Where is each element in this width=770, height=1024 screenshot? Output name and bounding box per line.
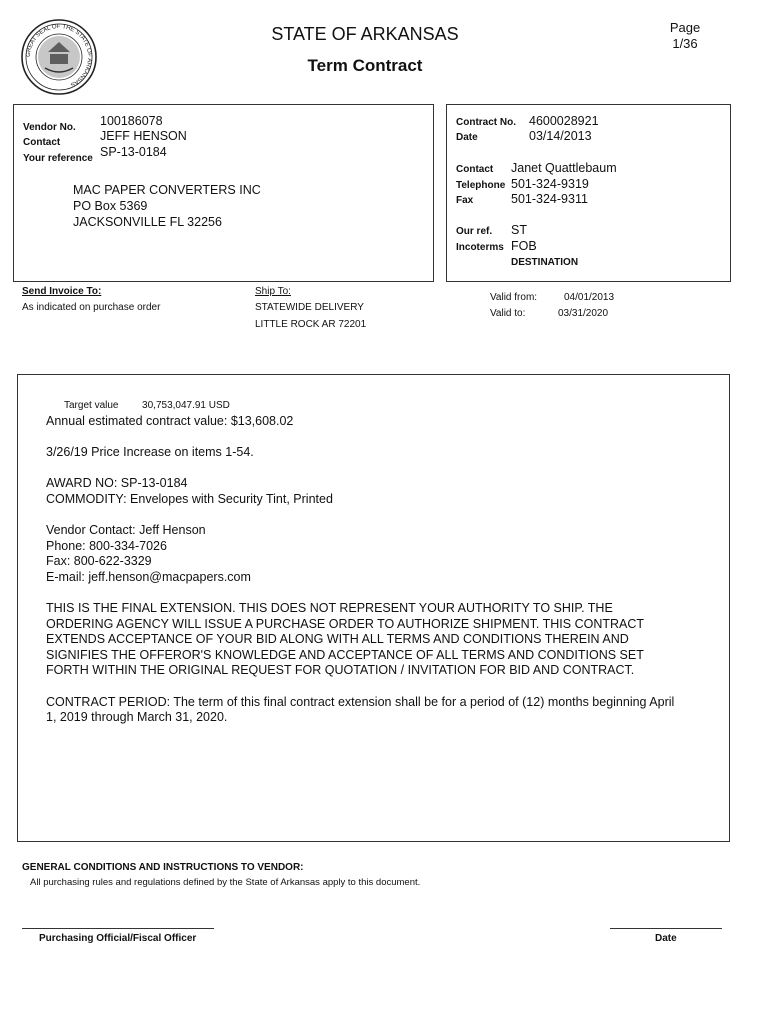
document-title: STATE OF ARKANSAS	[271, 24, 459, 44]
signature-line	[22, 928, 214, 929]
our-ref: ST	[511, 223, 527, 237]
vendor-address2: JACKSONVILLE FL 32256	[73, 215, 222, 229]
incoterms: FOB	[511, 239, 537, 253]
contract-box	[446, 104, 731, 282]
incoterms-label: Incoterms	[456, 242, 504, 253]
vendor-box	[13, 104, 434, 282]
final-extension-line: ORDERING AGENCY WILL ISSUE A PURCHASE ORDER TO AUTHORIZE SHIPMENT. THIS CONTRACT	[46, 617, 645, 631]
contract-period-line: CONTRACT PERIOD: The term of this final contract extension shall be for a period of (12) months beginning April	[46, 695, 675, 709]
footer-date-label: Date	[655, 933, 677, 944]
vendor-phone: Phone: 800-334-7026	[46, 539, 167, 553]
valid-to-label: Valid to:	[490, 308, 526, 319]
contract-no: 4600028921	[529, 114, 599, 128]
state-contact: Janet Quattlebaum	[511, 161, 617, 175]
our-ref-label: Our ref.	[456, 226, 493, 237]
conditions-heading: GENERAL CONDITIONS AND INSTRUCTIONS TO VENDOR:	[22, 862, 304, 873]
final-extension-line: SIGNIFIES THE OFFEROR'S KNOWLEDGE AND ACCEPTANCE OF ALL TERMS AND CONDITIONS SET	[46, 648, 644, 662]
ship-to-line2: LITTLE ROCK AR 72201	[255, 319, 367, 330]
contract-no-label: Contract No.	[456, 117, 516, 128]
ship-to-label: Ship To:	[255, 286, 291, 297]
vendor-contact: JEFF HENSON	[100, 129, 187, 143]
final-extension-line: EXTENDS ACCEPTANCE OF YOUR BID ALONG WITH ALL TERMS AND CONDITIONS THEREIN AND	[46, 632, 629, 646]
incoterms-detail: DESTINATION	[511, 257, 579, 268]
contract-body-box	[17, 374, 730, 842]
page-label: Page	[669, 20, 701, 35]
date-signature-line	[610, 928, 722, 929]
document-subtitle: Term Contract	[307, 56, 423, 75]
target-value: 30,753,047.91 USD	[142, 400, 230, 411]
send-invoice-label: Send Invoice To:	[22, 286, 102, 297]
ship-to-line1: STATEWIDE DELIVERY	[255, 302, 364, 313]
official-label: Purchasing Official/Fiscal Officer	[39, 933, 197, 944]
valid-from-label: Valid from:	[490, 292, 538, 303]
vendor-email: E-mail: jeff.henson@macpapers.com	[46, 570, 251, 584]
commodity: COMMODITY: Envelopes with Security Tint, Printed	[46, 492, 333, 506]
vendor-contact-line: Vendor Contact: Jeff Henson	[46, 523, 206, 537]
valid-from: 04/01/2013	[564, 292, 615, 303]
fax-label: Fax	[456, 195, 474, 206]
reference: SP-13-0184	[100, 145, 167, 159]
valid-to: 03/31/2020	[558, 308, 609, 319]
telephone: 501-324-9319	[511, 177, 589, 191]
page-indicator	[660, 20, 710, 52]
fax: 501-324-9311	[511, 192, 588, 206]
conditions-text: All purchasing rules and regulations defined by the State of Arkansas apply to this document.	[30, 877, 421, 888]
vendor-no: 100186078	[100, 114, 163, 128]
send-invoice-value: As indicated on purchase order	[22, 302, 161, 313]
final-extension-line: FORTH WITHIN THE ORIGINAL REQUEST FOR QUOTATION / INVITATION FOR BID AND CONTRACT.	[46, 663, 635, 677]
page-number: 1/36	[672, 36, 698, 51]
vendor-address1: PO Box 5369	[73, 199, 148, 213]
vendor-no-label: Vendor No.	[23, 122, 76, 133]
vendor-fax: Fax: 800-622-3329	[46, 554, 152, 568]
contract-date: 03/14/2013	[529, 129, 592, 143]
vendor-contact-label: Contact	[23, 137, 61, 148]
seal-text: GREAT SEAL OF THE STATE OF ARKANSAS	[25, 23, 93, 88]
vendor-name: MAC PAPER CONVERTERS INC	[73, 183, 261, 197]
date-label: Date	[456, 132, 478, 143]
target-value-label: Target value	[64, 400, 119, 411]
contract-period-line: 1, 2019 through March 31, 2020.	[46, 710, 228, 724]
reference-label: Your reference	[23, 153, 93, 164]
annual-value: Annual estimated contract value: $13,608.02	[46, 414, 294, 428]
final-extension-line: THIS IS THE FINAL EXTENSION. THIS DOES NOT REPRESENT YOUR AUTHORITY TO SHIP. THE	[46, 601, 613, 615]
telephone-label: Telephone	[456, 180, 506, 191]
state-contact-label: Contact	[456, 164, 494, 175]
award-no: AWARD NO: SP-13-0184	[46, 476, 188, 490]
price-increase: 3/26/19 Price Increase on items 1-54.	[46, 445, 254, 459]
